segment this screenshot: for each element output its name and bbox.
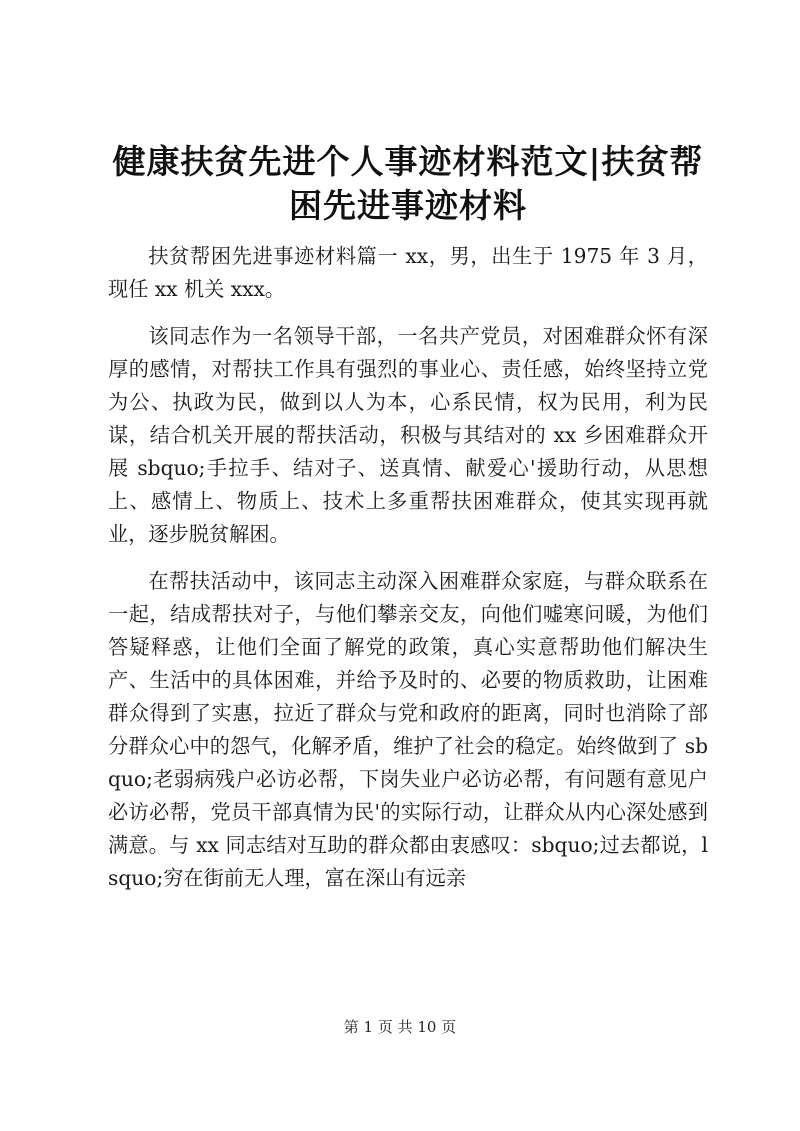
- paragraph: 在帮扶活动中，该同志主动深入困难群众家庭，与群众联系在一起，结成帮扶对子，与他们攀亲交友，向他们嘘寒问暖，为他们答疑释惑，让他们全面了解党的政策，真心实意帮助他们解决生产、生活中的具体困难，并给予及时的、必要的物质救助，让困难群众得到了实惠，拉近了群众与党和政府的距离，同时也消除了部分群众心中的怨气，化解矛盾，维护了社会的稳定。始终做到了 sbquo;老弱病残户必访必帮，下岗失业户必访必帮，有问题有意见户必访必帮，党员干部真情为民'的实际行动，让群众从内心深处感到满意。与 xx 同志结对互助的群众都由衷感叹：sbquo;过去都说，lsquo;穷在街前无人理，富在深山有远亲: [108, 569, 708, 890]
- document-content: [108, 140, 708, 909]
- document-title: 健康扶贫先进个人事迹材料范文|扶贫帮困先进事迹材料: [112, 142, 704, 225]
- paragraph: 该同志作为一名领导干部，一名共产党员，对困难群众怀有深厚的感情，对帮扶工作具有强烈的事业心、责任感，始终坚持立党为公、执政为民，做到以人为本，心系民情，权为民用，利为民谋，结合机关开展的帮扶活动，积极与其结对的 xx 乡困难群众开展 sbquo;手拉手、结对子、送真情、献爱心'援助行动，从思想上、感情上、物质上、技术上多重帮扶困难群众，使其实现再就业，逐步脱贫解困。: [108, 324, 708, 546]
- paragraph: 扶贫帮困先进事迹材料篇一 xx，男，出生于 1975 年 3 月，现任 xx 机关 xxx。: [108, 244, 708, 301]
- document-body: [108, 240, 708, 895]
- page-number-footer: 第 1 页 共 10 页: [343, 1018, 457, 1036]
